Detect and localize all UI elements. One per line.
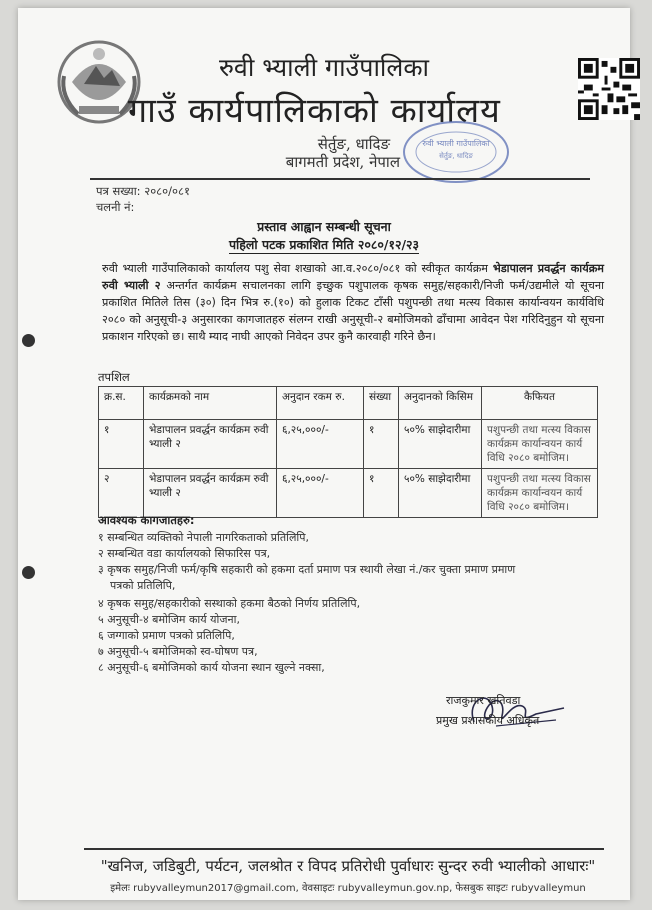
table-cell: पशुपन्छी तथा मत्स्य विकास कार्यक्रम कार्यान्वयन कार्य विधि २०८० बमोजिम। [482,420,598,469]
documents-title: आवश्यक कागजातहरु: [98,513,195,527]
table-cell: १ [364,469,399,518]
col-header: अनुदान रकम रु. [277,387,364,420]
qr-code-icon [578,58,640,120]
document-item: १ सम्बन्धित व्यक्तिको नेपाली नागरिकताको प्रतिलिपि, [98,531,310,544]
notice-title: प्रस्ताव आह्वान सम्बन्धी सूचना [257,219,391,234]
table-row [99,469,598,518]
document-item: ४ कृषक समुह/सहकारीको सस्थाको हकमा बैठको निर्णय प्रतिलिपि, [98,597,361,610]
table-cell: ६,२५,०००/- [277,420,364,469]
footer-slogan: "खनिज, जडिबुटी, पर्यटन, जलश्रोत र विपद प्रतिरोधी पुर्वाधारः सुन्दर रुवी भ्यालीको आधारः" [100,857,596,875]
document-item: पत्रको प्रतिलिपि, [110,579,176,592]
document-item: ३ कृषक समुह/निजी फर्म/कृषि सहकारी को हकमा दर्ता प्रमाण पत्र स्थायी लेखा नं./कर चुक्ता प्रमाण प्रमाण [98,563,516,576]
table-label: तपशिल [98,370,130,384]
col-header: क्र.स. [99,387,144,420]
table-header-row [99,387,598,420]
svg-text:सेर्तुङ, धादिङ: सेर्तुङ, धादिङ [439,152,473,160]
table-row [99,420,598,469]
letter-page [18,8,630,900]
document-item: ८ अनुसूची-६ बमोजिमको कार्य योजना स्थान खुल्ने नक्सा, [98,661,325,674]
table-cell: ५०% साझेदारीमा [399,420,482,469]
table-cell: १ [99,420,144,469]
program-table [98,386,598,518]
footer-divider [84,848,604,850]
table-cell: ६,२५,०००/- [277,469,364,518]
punch-hole [22,334,35,347]
notice-body-pre: रुवी भ्याली गाउँपालिकाको कार्यालय पशु सेवा शखाको आ.व.२०८०/०८१ को स्वीकृत कार्यक्रम [102,262,493,275]
office-subtitle: गाउँ कार्यपालिकाको कार्यालय [128,91,501,131]
signatory-name: राजकुमार खतिवडा [446,694,521,707]
dispatch-number: चलनी नं: [96,200,135,214]
office-name: रुवी भ्याली गाउँपालिका [218,53,430,82]
header-divider [90,178,590,180]
address-line-2: बागमती प्रदेश, नेपाल [285,153,400,171]
notice-body-bold: भेडापालन प्रवर्द्धन कार्यक्रम रुवी भ्याली २ [102,262,604,292]
col-header: कैफियत [482,387,598,420]
table-cell: १ [364,420,399,469]
svg-text:रुवी भ्याली गाउँपालिका: रुवी भ्याली गाउँपालिका [422,139,490,148]
table-cell: ५०% साझेदारीमा [399,469,482,518]
address-line-1: सेर्तुङ, धादिङ [317,135,390,153]
col-header: अनुदानको किसिम [399,387,482,420]
col-header: संख्या [364,387,399,420]
col-header: कार्यक्रमको नाम [144,387,277,420]
table-cell: भेडापालन प्रवर्द्धन कार्यक्रम रुवी भ्याली २ [144,469,277,518]
document-item: ७ अनुसूची-५ बमोजिमको स्व-घोषण पत्र, [98,645,258,658]
punch-hole [22,566,35,579]
document-item: २ सम्बन्धित वडा कार्यालयको सिफारिस पत्र, [98,547,271,560]
table-cell: पशुपन्छी तथा मत्स्य विकास कार्यक्रम कार्यान्वयन कार्य विधि २०८० बमोजिम। [482,469,598,518]
document-item: ५ अनुसूची-४ बमोजिम कार्य योजना, [98,613,240,626]
notice-subtitle-wrap [18,236,630,253]
notice-body-post: अन्तर्गत कार्यक्रम सचालनका लागि इच्छुक पशुपालक कृषक समुह/सहकारी/निजी फर्म/उद्यमीले यो सूचना प्रकाशित मितिले तिस (३०) दिन भित्र रु.(१०) को हुलाक टिकट टाँसी पशुपन्छी तथा मत्स्य विकास कार्यान्वयन कार्यविधि २०८० को अनुसूची-३ अनुसारका कागजातहरु संलग्न राखी अनुसूची-२ बमोजिमको ढाँचामा आवेदन पेश गरिदिनुहुन यो सूचना प्रकाशन गरिएको छ। साथै म्याद नाघी आएको निवेदन उपर कुनै कारवाही गरिने छैन। [102,279,604,343]
notice-body [102,260,604,345]
letter-number: पत्र सख्या: २०८०/०८१ [96,184,190,198]
table-cell: भेडापालन प्रवर्द्धन कार्यक्रम रुवी भ्याली २ [144,420,277,469]
footer-contact: इमेलः rubyvalleymun2017@gmail.com, वेवसाइटः rubyvalleymun.gov.np, फेसबुक साइटः rubyvalleymun [110,883,586,894]
document-item: ६ जग्गाको प्रमाण पत्रको प्रतिलिपि, [98,629,235,642]
table-cell: २ [99,469,144,518]
signatory-designation: प्रमुख प्रशासकीय अधिकृत [436,714,540,727]
handwritten-signature [436,680,576,740]
notice-subtitle: पहिलो पटक प्रकाशित मिति २०८०/१२/२३ [228,237,420,252]
